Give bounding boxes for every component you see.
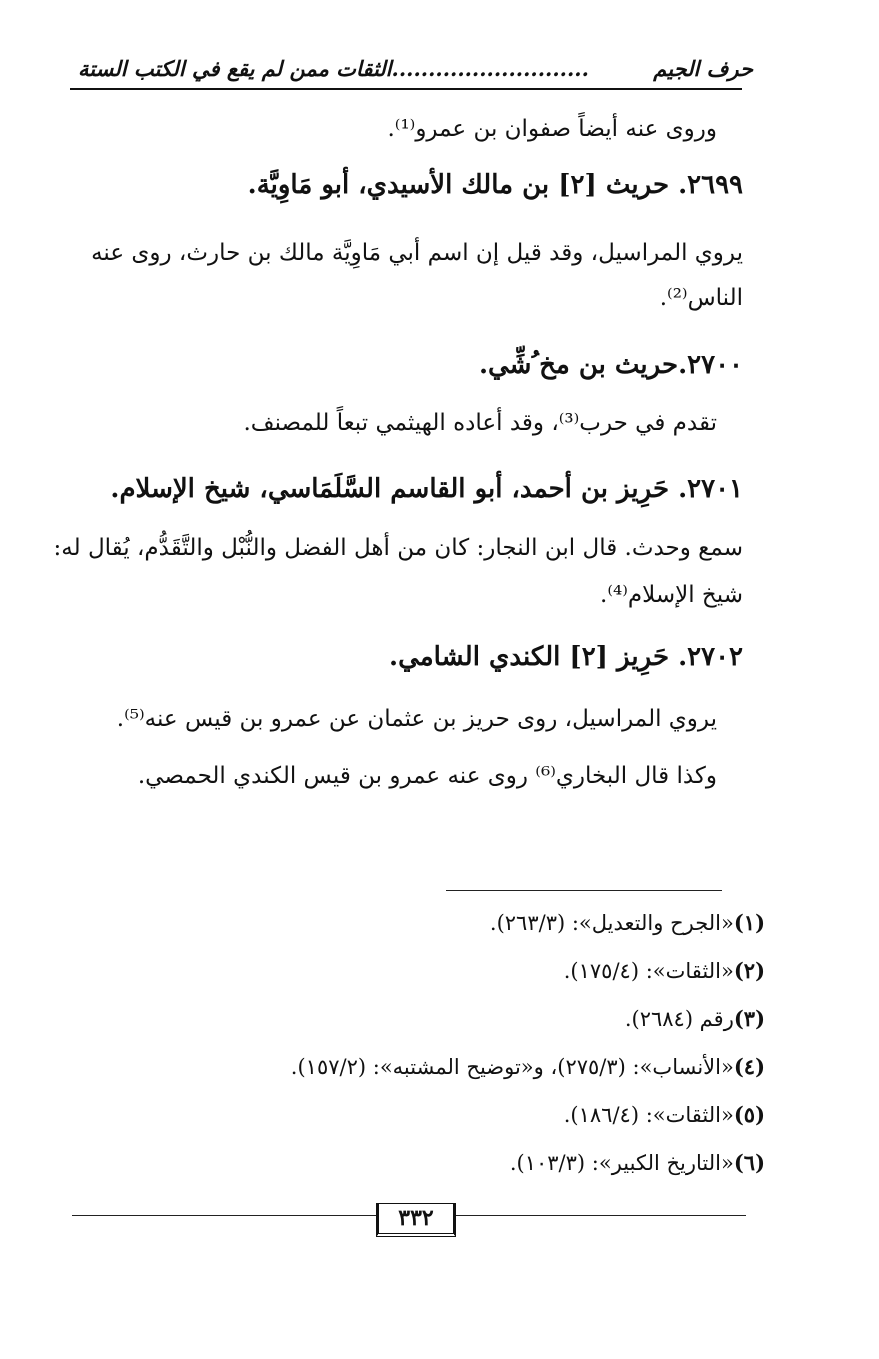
footnote-text: «الثقات»: (١٨٦/٤). (563, 1103, 734, 1127)
entry-2701-heading: ٢٧٠١. حَرِيز بن أحمد، أبو القاسم السَّلَمَاسي، شيخ الإسلام. (110, 474, 743, 504)
body-line-9: شيخ الإسلام⁽⁴⁾. (600, 582, 743, 608)
header-title: ...........................الثقات ممن لم يقع في الكتب الستة (78, 56, 589, 81)
body-line-6: تقدم في حرب⁽³⁾، وقد أعاده الهيثمي تبعاً للمصنف. (243, 410, 717, 436)
body-line-8: سمع وحدث. قال ابن النجار: كان من أهل الفضل والنُّبْل والتَّقَدُّم، يُقال له: (53, 535, 743, 561)
footnote-marker: (٦) (733, 1150, 765, 1175)
footnote-text: رقم (٢٦٨٤). (624, 1007, 734, 1031)
body-line-1: وروى عنه أيضاً صفوان بن عمرو⁽¹⁾. (387, 116, 717, 142)
footnote-3 (625, 1006, 765, 1031)
footnote-text: «الجرح والتعديل»: (٢٦٣/٣). (489, 911, 734, 935)
entry-2700-heading: ٢٧٠٠.حريث بن مخ ُشِّي. (478, 350, 743, 380)
footnote-text: «الثقات»: (١٧٥/٤). (563, 959, 734, 983)
footnote-text: «التاريخ الكبير»: (١٠٣/٣). (509, 1151, 734, 1175)
footnote-2 (564, 958, 765, 983)
footnote-5 (564, 1102, 765, 1127)
footnote-marker: (٣) (733, 1006, 765, 1031)
running-header (78, 56, 753, 90)
page-number: ٣٣٢ (376, 1203, 456, 1237)
footnote-1 (490, 910, 765, 935)
footnote-6 (510, 1150, 765, 1175)
header-rule (70, 88, 742, 90)
body-line-12: وكذا قال البخاري⁽⁶⁾ روى عنه عمرو بن قيس الكندي الحمصي. (137, 763, 717, 789)
header-chapter: حرف الجيم (653, 56, 753, 81)
footnote-text: «الأنساب»: (٢٧٥/٣)، و«توضيح المشتبه»: (١٥٧/٢). (290, 1055, 734, 1079)
footnote-marker: (١) (733, 910, 765, 935)
bottom-rule-left (72, 1215, 376, 1216)
body-line-11: يروي المراسيل، روى حريز بن عثمان عن عمرو بن قيس عنه⁽⁵⁾. (116, 706, 717, 732)
entry-2699-heading: ٢٦٩٩. حريث [٢] بن مالك الأسيدي، أبو مَاوِيَّة. (247, 170, 743, 200)
footnote-4 (291, 1054, 765, 1079)
footnote-marker: (٢) (733, 958, 765, 983)
footnote-marker: (٥) (733, 1102, 765, 1127)
footnote-marker: (٤) (733, 1054, 765, 1079)
entry-2702-heading: ٢٧٠٢. حَرِيز [٢] الكندي الشامي. (389, 642, 743, 672)
footnote-rule (446, 890, 722, 891)
body-line-4: الناس⁽²⁾. (659, 285, 743, 311)
body-line-3: يروي المراسيل، وقد قيل إن اسم أبي مَاوِيَّة مالك بن حارث، روى عنه (91, 240, 743, 266)
bottom-rule-right (456, 1215, 746, 1216)
